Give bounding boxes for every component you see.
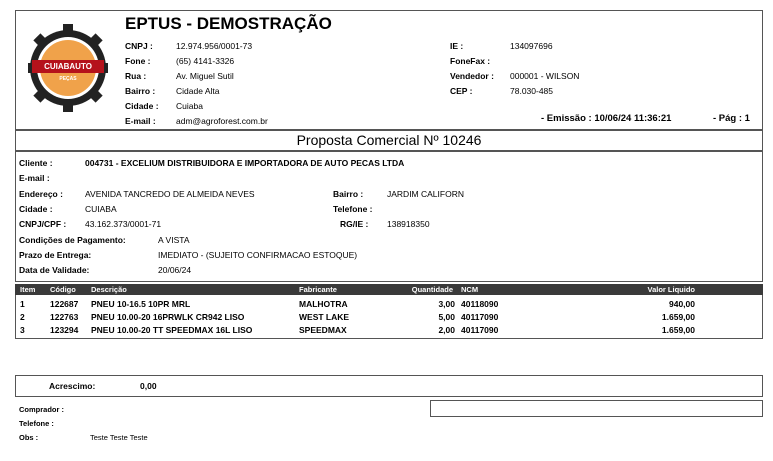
company-title: EPTUS - DEMOSTRAÇÃO <box>125 14 332 33</box>
cell-codigo: 123294 <box>50 325 79 335</box>
email-label: E-mail : <box>125 116 156 126</box>
cell-fabricante: SPEEDMAX <box>299 325 347 335</box>
pagamento-value: A VISTA <box>158 235 190 245</box>
fonefax-label: FoneFax : <box>450 56 491 66</box>
cell-fabricante: MALHOTRA <box>299 299 348 309</box>
cell-ncm: 40118090 <box>461 299 499 309</box>
acrescimo-label: Acrescimo: <box>49 381 96 391</box>
entrega-label: Prazo de Entrega: <box>19 250 92 260</box>
obs-label: Obs : <box>19 433 39 442</box>
cell-codigo: 122763 <box>50 312 79 322</box>
cidade-label: Cidade : <box>125 101 159 111</box>
client-bairro-label: Bairro : <box>333 189 364 199</box>
th-descricao: Descrição <box>91 285 127 294</box>
cep-value: 78.030-485 <box>510 86 554 96</box>
cell-item: 1 <box>20 299 25 309</box>
client-cidade-label: Cidade : <box>19 204 53 214</box>
entrega-value: IMEDIATO - (SUJEITO CONFIRMACAO ESTOQUE) <box>158 250 358 260</box>
logo-text: CUIABAUTO <box>44 62 92 71</box>
acrescimo-value: 0,00 <box>140 381 157 391</box>
fone-value: (65) 4141-3326 <box>176 56 235 66</box>
fone-label: Fone : <box>125 56 151 66</box>
cell-quantidade: 2,00 <box>438 325 455 335</box>
cnpj-value: 12.974.956/0001-73 <box>176 41 253 51</box>
cell-quantidade: 3,00 <box>438 299 455 309</box>
obs-value: Teste Teste Teste <box>90 433 148 442</box>
th-item: Item <box>20 285 36 294</box>
endereco-label: Endereço : <box>19 189 63 199</box>
cell-fabricante: WEST LAKE <box>299 312 350 322</box>
comprador-label: Comprador : <box>19 405 64 414</box>
rgie-label: RG/IE : <box>340 219 369 229</box>
items-table-header <box>15 284 763 295</box>
bairro-value: Cidade Alta <box>176 86 220 96</box>
client-telefone-label: Telefone : <box>333 204 373 214</box>
cep-label: CEP : <box>450 86 473 96</box>
logo-subtext: PEÇAS <box>59 76 77 82</box>
client-bairro-value: JARDIM CALIFORN <box>387 189 464 199</box>
th-codigo: Código <box>50 285 76 294</box>
th-valor: Valor Liquido <box>647 285 695 294</box>
th-ncm: NCM <box>461 285 479 294</box>
ie-value: 134097696 <box>510 41 553 51</box>
cell-quantidade: 5,00 <box>438 312 455 322</box>
validade-label: Data de Validade: <box>19 265 90 275</box>
vendedor-value: 000001 - WILSON <box>510 71 580 81</box>
client-cnpj-value: 43.162.373/0001-71 <box>85 219 162 229</box>
cell-descricao: PNEU 10-16.5 10PR MRL <box>91 299 191 309</box>
cell-ncm: 40117090 <box>461 312 499 322</box>
footer-telefone-label: Telefone : <box>19 419 54 428</box>
cell-valor: 1.659,00 <box>661 312 695 322</box>
pagamento-label: Condições de Pagamento: <box>19 235 126 245</box>
rua-label: Rua : <box>125 71 147 81</box>
acrescimo-box <box>15 375 763 397</box>
signature-box <box>430 400 763 417</box>
cidade-value: Cuiaba <box>176 101 203 111</box>
th-fabricante: Fabricante <box>299 285 337 294</box>
cliente-value: 004731 - EXCELIUM DISTRIBUIDORA E IMPORTADORA DE AUTO PECAS LTDA <box>85 158 405 168</box>
cell-descricao: PNEU 10.00-20 TT SPEEDMAX 16L LISO <box>91 325 253 335</box>
ie-label: IE : <box>450 41 464 51</box>
proposal-title: Proposta Comercial Nº 10246 <box>296 132 482 148</box>
cell-item: 3 <box>20 325 25 335</box>
cell-codigo: 122687 <box>50 299 79 309</box>
client-box <box>15 151 763 282</box>
client-email-label: E-mail : <box>19 173 50 183</box>
client-cidade-value: CUIABA <box>85 204 117 214</box>
cell-item: 2 <box>20 312 25 322</box>
bairro-label: Bairro : <box>125 86 156 96</box>
cell-valor: 1.659,00 <box>661 325 695 335</box>
client-cnpj-label: CNPJ/CPF : <box>19 219 67 229</box>
email-value: adm@agroforest.com.br <box>176 116 268 126</box>
cell-valor: 940,00 <box>669 299 695 309</box>
vendedor-label: Vendedor : <box>450 71 494 81</box>
validade-value: 20/06/24 <box>158 265 192 275</box>
cnpj-label: CNPJ : <box>125 41 153 51</box>
cell-descricao: PNEU 10.00-20 16PRWLK CR942 LISO <box>91 312 245 322</box>
company-logo <box>28 18 108 116</box>
cell-ncm: 40117090 <box>461 325 499 335</box>
rgie-value: 138918350 <box>387 219 430 229</box>
rua-value: Av. Miguel Sutil <box>176 71 234 81</box>
cliente-label: Cliente : <box>19 158 53 168</box>
th-quantidade: Quantidade <box>411 285 453 294</box>
emissao-date: - Emissão : 10/06/24 11:36:21 <box>541 113 672 124</box>
endereco-value: AVENIDA TANCREDO DE ALMEIDA NEVES <box>85 189 255 199</box>
page-number: - Pág : 1 <box>713 113 750 124</box>
